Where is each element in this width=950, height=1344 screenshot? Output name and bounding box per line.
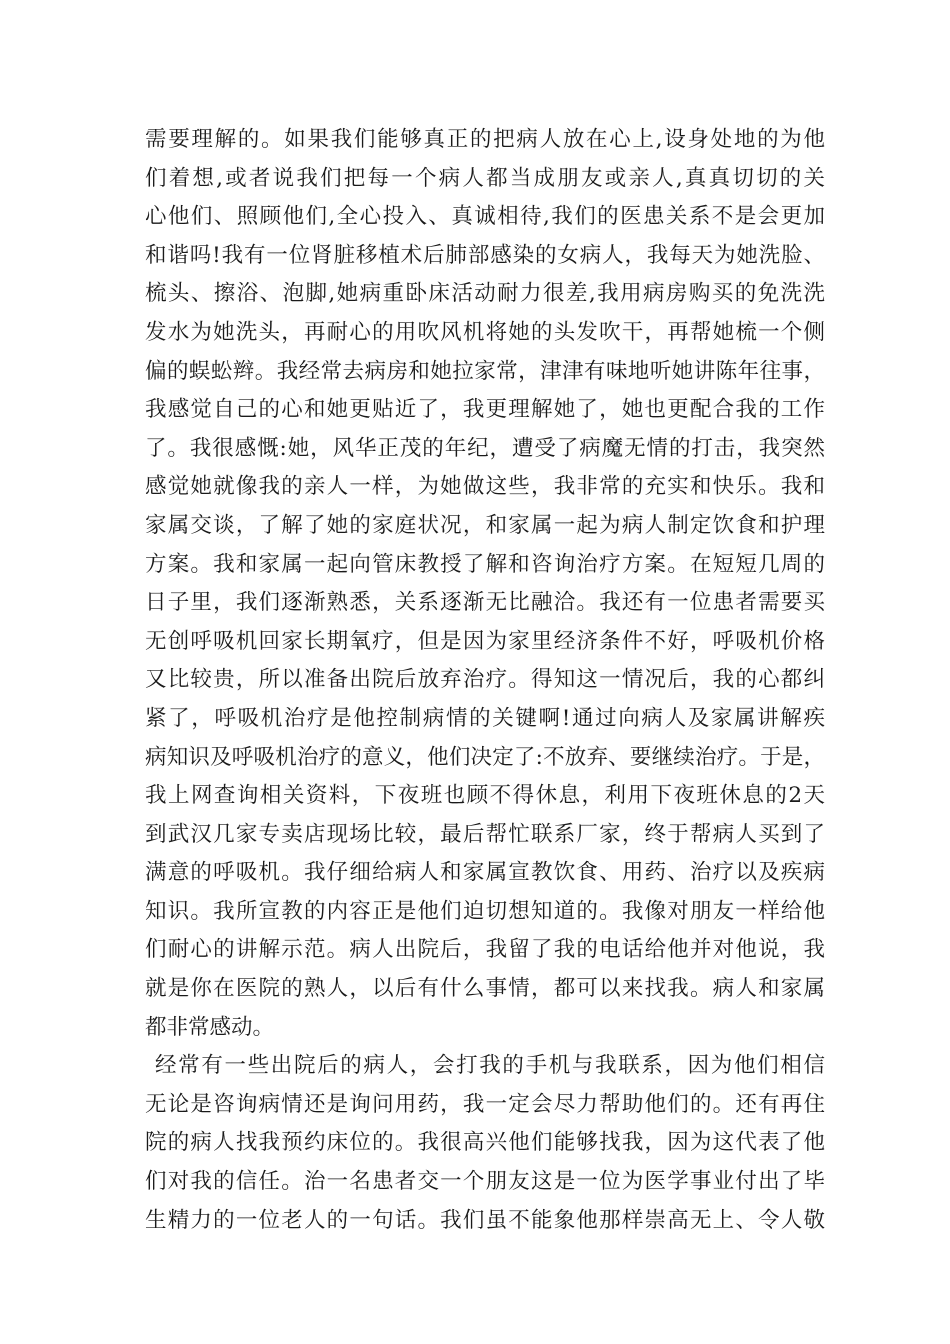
text-line: 满意的呼吸机。我仔细给病人和家属宣教饮食、用药、治疗以及疾病 (145, 860, 825, 886)
text-line: 需要理解的。如果我们能够真正的把病人放在心上,设身处地的为他 (145, 127, 825, 152)
text-line: 感觉她就像我的亲人一样，为她做这些，我非常的充实和快乐。我和 (145, 474, 825, 500)
text-line: 又比较贵，所以准备出院后放弃治疗。得知这一情况后，我的心都纠 (145, 667, 825, 693)
text-line: 病知识及呼吸机治疗的意义，他们决定了:不放弃、要继续治疗。于是， (145, 744, 825, 770)
text-line: 无论是咨询病情还是询问用药，我一定会尽力帮助他们的。还有再住 (145, 1091, 825, 1117)
text-line: 院的病人找我预约床位的。我很高兴他们能够找我，因为这代表了他 (145, 1130, 825, 1156)
text-line: 心他们、照顾他们,全心投入、真诚相待,我们的医患关系不是会更加 (145, 204, 825, 230)
body-text (145, 121, 825, 1240)
text-line: 紧了，呼吸机治疗是他控制病情的关键啊!通过向病人及家属讲解疾 (145, 705, 825, 731)
text-line: 们着想,或者说我们把每一个病人都当成朋友或亲人,真真切切的关 (145, 165, 825, 191)
text-line: 都非常感动。 (145, 1014, 275, 1040)
text-line: 了。我很感慨:她，风华正茂的年纪，遭受了病魔无情的打击，我突然 (145, 435, 825, 461)
text-line: 们耐心的讲解示范。病人出院后，我留了我的电话给他并对他说，我 (145, 937, 825, 963)
text-line: 就是你在医院的熟人，以后有什么事情，都可以来找我。病人和家属 (145, 976, 825, 1002)
text-line: 发水为她洗头，再耐心的用吹风机将她的头发吹干，再帮她梳一个侧 (145, 319, 825, 345)
text-line: 们对我的信任。治一名患者交一个朋友这是一位为医学事业付出了毕 (145, 1169, 825, 1195)
text-line: 梳头、擦浴、泡脚,她病重卧床活动耐力很差,我用病房购买的免洗洗 (145, 281, 825, 307)
text-line: 日子里，我们逐渐熟悉，关系逐渐无比融洽。我还有一位患者需要买 (145, 590, 825, 616)
text-line: 家属交谈，了解了她的家庭状况，和家属一起为病人制定饮食和护理 (145, 512, 825, 538)
text-line: 我感觉自己的心和她更贴近了，我更理解她了，她也更配合我的工作 (145, 397, 825, 423)
text-line: 和谐吗!我有一位肾脏移植术后肺部感染的女病人，我每天为她洗脸、 (145, 242, 825, 268)
text-line: 到武汉几家专卖店现场比较，最后帮忙联系厂家，终于帮病人买到了 (145, 821, 825, 847)
text-line: 生精力的一位老人的一句话。我们虽不能象他那样崇高无上、令人敬 (145, 1207, 825, 1233)
text-line: 偏的蜈蚣辫。我经常去病房和她拉家常，津津有味地听她讲陈年往事， (145, 358, 825, 384)
text-line: 经常有一些出院后的病人，会打我的手机与我联系，因为他们相信 (155, 1053, 825, 1079)
text-line: 方案。我和家属一起向管床教授了解和咨询治疗方案。在短短几周的 (145, 551, 825, 577)
text-line: 无创呼吸机回家长期氧疗，但是因为家里经济条件不好，呼吸机价格 (145, 628, 825, 654)
text-line: 我上网查询相关资料，下夜班也顾不得休息，利用下夜班休息的2天 (145, 783, 825, 809)
text-line: 知识。我所宣教的内容正是他们迫切想知道的。我像对朋友一样给他 (145, 898, 825, 924)
